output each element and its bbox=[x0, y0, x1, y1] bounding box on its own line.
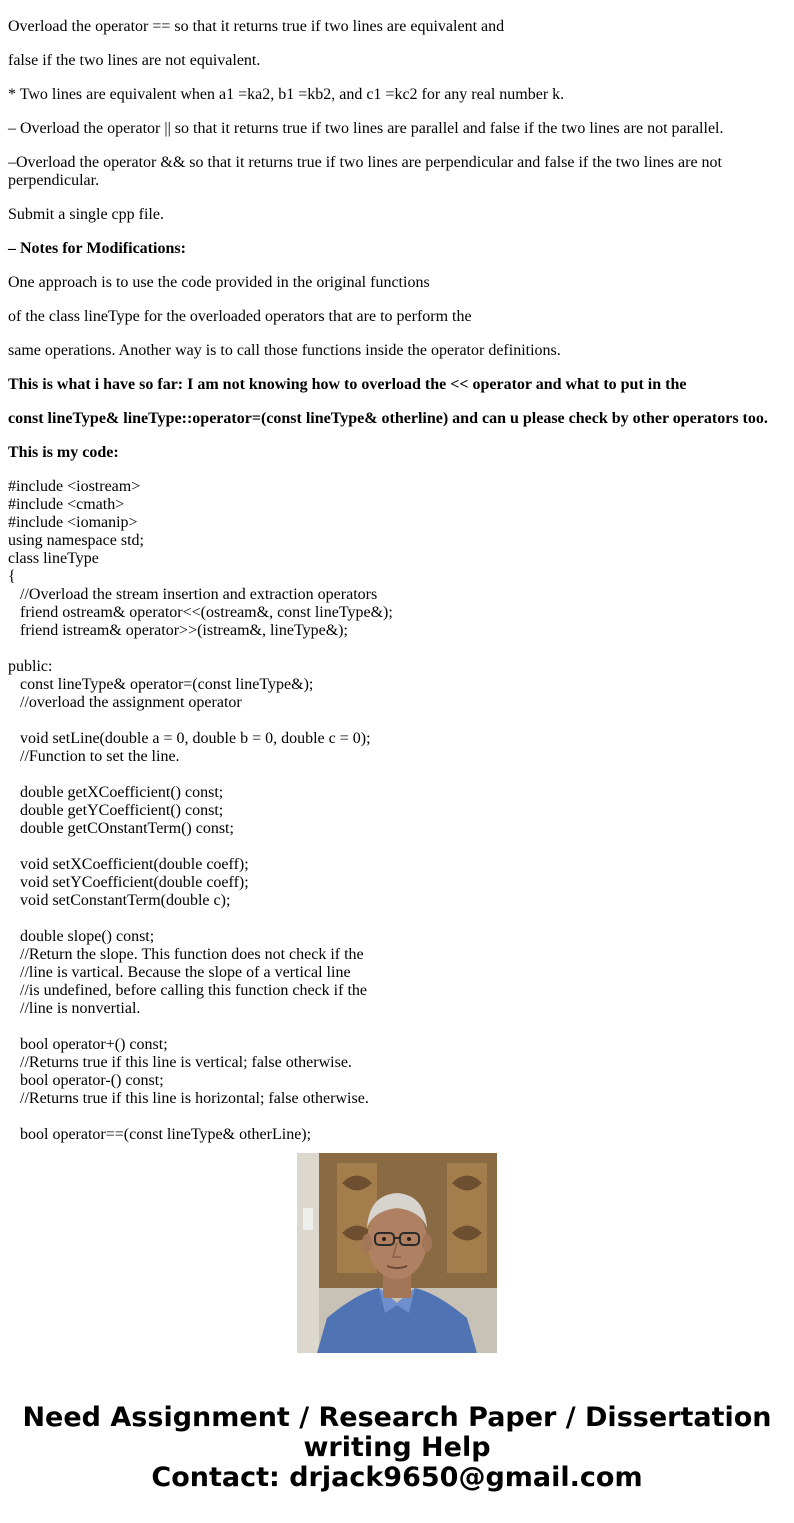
question-paragraph: This is what i have so far: I am not knowing how to overload the << operator and what to put in the bbox=[8, 376, 687, 393]
question-body bbox=[8, 0, 788, 1143]
code-line: bool operator==(const lineType& otherLine); bbox=[8, 1126, 312, 1143]
code-line: //Returns true if this line is vertical; false otherwise. bbox=[8, 1054, 352, 1071]
code-line bbox=[8, 838, 788, 856]
question-paragraph: * Two lines are equivalent when a1 =ka2, b1 =kb2, and c1 =kc2 for any real number k. bbox=[8, 86, 565, 103]
code-line: double getXCoefficient() const; bbox=[8, 784, 224, 801]
code-line: void setXCoefficient(double coeff); bbox=[8, 856, 249, 873]
code-line: #include <iomanip> bbox=[8, 514, 138, 531]
code-line: double getCOnstantTerm() const; bbox=[8, 820, 234, 837]
code-line: double slope() const; bbox=[8, 928, 155, 945]
code-line: { bbox=[8, 568, 16, 585]
question-paragraph: const lineType& lineType::operator=(const lineType& otherline) and can u please check by other operators too. bbox=[8, 410, 768, 427]
code-line bbox=[8, 640, 788, 658]
question-paragraph: Submit a single cpp file. bbox=[8, 206, 164, 223]
banner-line-2: writing Help bbox=[303, 1432, 491, 1463]
code-line bbox=[8, 766, 788, 784]
question-paragraph: Overload the operator == so that it returns true if two lines are equivalent and bbox=[8, 18, 505, 35]
code-line: //Overload the stream insertion and extraction operators bbox=[8, 586, 378, 603]
question-text bbox=[8, 0, 788, 462]
code-line: friend ostream& operator<<(ostream&, const lineType&); bbox=[8, 604, 393, 621]
code-line: #include <iostream> bbox=[8, 478, 141, 495]
question-paragraph: – Overload the operator || so that it returns true if two lines are parallel and false if the two lines are not parallel. bbox=[8, 120, 724, 137]
code-line: //line is nonvertial. bbox=[8, 1000, 141, 1017]
code-line: double getYCoefficient() const; bbox=[8, 802, 224, 819]
code-line bbox=[8, 910, 788, 928]
banner-contact-line: Contact: drjack9650@gmail.com bbox=[151, 1462, 643, 1493]
code-line bbox=[8, 1108, 788, 1126]
author-photo bbox=[297, 1153, 497, 1353]
author-avatar bbox=[297, 1153, 497, 1353]
code-line: void setConstantTerm(double c); bbox=[8, 892, 231, 909]
question-paragraph: This is my code: bbox=[8, 444, 119, 461]
contact-banner bbox=[0, 1403, 794, 1493]
code-line: const lineType& operator=(const lineType&); bbox=[8, 676, 314, 693]
question-paragraph bbox=[8, 0, 788, 2]
code-line: #include <cmath> bbox=[8, 496, 125, 513]
code-line: //Function to set the line. bbox=[8, 748, 180, 765]
code-line: friend istream& operator>>(istream&, lineType&); bbox=[8, 622, 348, 639]
code-line: //Return the slope. This function does not check if the bbox=[8, 946, 364, 963]
banner-line-1: Need Assignment / Research Paper / Dissertation bbox=[22, 1402, 772, 1433]
question-paragraph: same operations. Another way is to call those functions inside the operator definitions. bbox=[8, 342, 561, 359]
code-line bbox=[8, 1018, 788, 1036]
code-line: using namespace std; bbox=[8, 532, 144, 549]
question-paragraph: One approach is to use the code provided in the original functions bbox=[8, 274, 430, 291]
code-line: bool operator+() const; bbox=[8, 1036, 168, 1053]
code-line: class lineType bbox=[8, 550, 99, 567]
code-line: bool operator-() const; bbox=[8, 1072, 164, 1089]
question-paragraph: – Notes for Modifications: bbox=[8, 240, 186, 257]
code-line: public: bbox=[8, 658, 53, 675]
code-line: //overload the assignment operator bbox=[8, 694, 242, 711]
code-line bbox=[8, 712, 788, 730]
code-line: void setLine(double a = 0, double b = 0, double c = 0); bbox=[8, 730, 371, 747]
code-line: //is undefined, before calling this function check if the bbox=[8, 982, 367, 999]
code-line: //line is vartical. Because the slope of a vertical line bbox=[8, 964, 351, 981]
question-paragraph: –Overload the operator && so that it returns true if two lines are perpendicular and false if the two lines are not perpendicular. bbox=[8, 154, 722, 189]
code-line: //Returns true if this line is horizontal; false otherwise. bbox=[8, 1090, 369, 1107]
question-paragraph: false if the two lines are not equivalent. bbox=[8, 52, 261, 69]
code-block bbox=[8, 478, 788, 1144]
code-line: void setYCoefficient(double coeff); bbox=[8, 874, 249, 891]
question-paragraph: of the class lineType for the overloaded operators that are to perform the bbox=[8, 308, 472, 325]
